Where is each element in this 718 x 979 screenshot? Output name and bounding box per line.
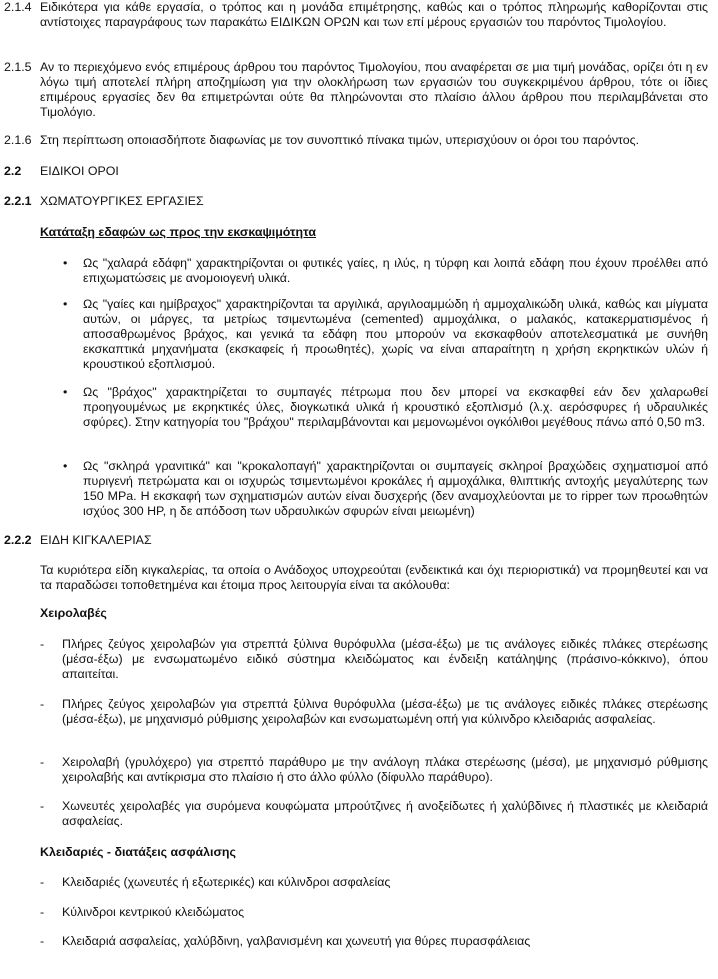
section-number: 2.2.1 — [4, 194, 32, 208]
bullet-icon: • — [63, 256, 68, 270]
dash-text: Πλήρες ζεύγος χειρολαβών για στρεπτά ξύλινα θυρόφυλλα (μέσα-έξω) με τις ανάλογες ειδικές πλάκες στερέωσης (μέσα-έξω) με ενσωματωμένο ειδικό σύστημα κλειδώματος και ένδειξη κατάληψης (πράσινο-κόκκινο), όπου απαιτείται. — [62, 637, 708, 681]
dash-marker: - — [40, 755, 45, 769]
dash-text: Χειρολαβή (γρυλόχερο) για στρεπτό παράθυρο με την ανάλογη πλάκα στερέωσης (μέσα), με μηχανισμό ρύθμισης χειρολαβής και αντίκρισμα στο πλαίσιο ή στο άλλο φύλλο (δίφυλλο παράθυρο). — [62, 755, 708, 784]
clause-number: 2.1.6 — [4, 133, 32, 147]
clause-number: 2.1.4 — [4, 0, 32, 14]
dash-marker: - — [40, 934, 45, 948]
bullet-text: Ως "βράχος" χαρακτηρίζεται το συμπαγές πέτρωμα που δεν μπορεί να εκσκαφθεί εάν δεν χαλαρωθεί προηγουμένως με εκρηκτικές ύλες, διογκωτικά υλικά ή κρουστικό εξοπλισμό (λ.χ. αερόσφυρες ή υδραυλικές σφύρες). Στην κατηγορία του "βράχου" περιλαμβάνονται και μεμονωμένοι ογκόλιθοι μεγέθους πάνω από 0,50 m3. — [83, 385, 708, 429]
bullet-icon: • — [63, 459, 68, 473]
dash-marker: - — [40, 697, 45, 711]
bullet-text: Ως "γαίες και ημίβραχος" χαρακτηρίζονται τα αργιλικά, αργιλοαμμώδη ή αμμοχαλικώδη υλικά, καθώς και μίγματα αυτών, οι μάργες, τα μετρίως τσιμεντωμένα (cemented) αμμοχάλικα, ο μαλακός, κατακερματισμένος ή αποσαθρωμένος βράχος, και γενικά τα εδάφη που μπορούν να εκσκαφθούν αποτελεσματικά με συνήθη εκσκαπτικά μηχανήματα (εκσκαφείς ή προωθητές), χωρίς να είναι απαραίτητη η χρήση εκρηκτικών υλών ή κρουστικού εξοπλισμού. — [83, 297, 708, 371]
dash-marker: - — [40, 905, 45, 919]
section-title: ΧΩΜΑΤΟΥΡΓΙΚΕΣ ΕΡΓΑΣΙΕΣ — [40, 194, 204, 208]
dash-text: Κύλινδροι κεντρικού κλειδώματος — [62, 905, 245, 919]
group-title: Κλειδαριές - διατάξεις ασφάλισης — [40, 845, 236, 859]
dash-text: Κλειδαριά ασφαλείας, χαλύβδινη, γαλβανισμένη και χωνευτή για θύρες πυρασφάλειας — [62, 934, 531, 948]
dash-text: Πλήρες ζεύγος χειρολαβών για στρεπτά ξύλινα θυρόφυλλα (μέσα-έξω) με τις ανάλογες ειδικές πλάκες στερέωσης (μέσα-έξω), με μηχανισμό ρύθμισης χειρολαβών και ενσωματωμένη οπή για κύλινδρο κλειδαριάς ασφαλείας. — [62, 697, 708, 726]
bullet-text: Ως "χαλαρά εδάφη" χαρακτηρίζονται οι φυτικές γαίες, η ιλύς, η τύρφη και λοιπά εδάφη που έχουν προέλθει από επιχωματώσεις με ανομοιογενή υλικά. — [83, 256, 708, 285]
subsection-title: Κατάταξη εδαφών ως προς την εκσκαψιμότητα — [40, 225, 316, 239]
clause-text: Ειδικότερα για κάθε εργασία, ο τρόπος και η μονάδα επιμέτρησης, καθώς και ο τρόπος πληρωμής καθορίζονται στις αντίστοιχες παραγράφους των παρακάτω ΕΙΔΙΚΩΝ ΟΡΩΝ και των επί μέρους εργασιών του παρόντος Τιμολογίου. — [40, 0, 708, 29]
section-title: ΕΙΔΙΚΟΙ ΟΡΟΙ — [40, 164, 119, 178]
bullet-icon: • — [63, 297, 68, 311]
section-number: 2.2 — [4, 164, 22, 178]
intro-text: Τα κυριότερα είδη κιγκαλερίας, τα οποία ο Ανάδοχος υποχρεούται (ενδεικτικά και όχι περιοριστικά) να προμηθευτεί και να τα παραδώσει τοποθετημένα και έτοιμα προς λειτουργία είναι τα ακόλουθα: — [40, 563, 708, 592]
dash-marker: - — [40, 637, 45, 651]
dash-text: Χωνευτές χειρολαβές για συρόμενα κουφώματα μπρούτζινες ή ανοξείδωτες ή χαλύβδινες ή πλαστικές με κλειδαριά ασφαλείας. — [62, 799, 708, 828]
clause-number: 2.1.5 — [4, 60, 32, 74]
dash-marker: - — [40, 875, 45, 889]
bullet-text: Ως "σκληρά γρανιτικά" και "κροκαλοπαγή" χαρακτηρίζονται οι συμπαγείς σκληροί βραχώδεις σχηματισμοί από πυριγενή πετρώματα και οι ισχυρώς τσιμεντωμένοι κροκάλες ή αμμοχάλικα, θλιπτικής αντοχής μεγαλύτερης των 150 MPa. Η εκσκαφή των σχηματισμών αυτών είναι δυσχερής (δεν αναμοχλεύονται με το ripper των προωθητών ισχύος 300 HP, η δε απόδοση των υδραυλικών σφυρών είναι μειωμένη) — [83, 459, 708, 518]
section-number: 2.2.2 — [4, 533, 32, 547]
clause-text: Στη περίπτωση οποιασδήποτε διαφωνίας με τον συνοπτικό πίνακα τιμών, υπερισχύουν οι όροι του παρόντος. — [40, 133, 640, 147]
clause-text: Αν το περιεχόμενο ενός επιμέρους άρθρου του παρόντος Τιμολογίου, που αναφέρεται σε μια τιμή μονάδας, ορίζει ότι η εν λόγω τιμή αποτελεί πλήρη αποζημίωση για την ολοκλήρωση των εργασιών του συγκεκριμένου άρθρου, τότε οι ίδιες επιμέρους εργασίες δεν θα επιμετρώνται ούτε θα πληρώνονται στο πλαίσιο άλλου άρθρου που περιλαμβάνεται στο Τιμολόγιο. — [40, 60, 708, 119]
dash-text: Κλειδαριές (χωνευτές ή εξωτερικές) και κύλινδροι ασφαλείας — [62, 875, 391, 889]
dash-marker: - — [40, 799, 45, 813]
group-title: Χειρολαβές — [40, 606, 107, 620]
bullet-icon: • — [63, 385, 68, 399]
section-title: ΕΙΔΗ ΚΙΓΚΑΛΕΡΙΑΣ — [40, 533, 152, 547]
